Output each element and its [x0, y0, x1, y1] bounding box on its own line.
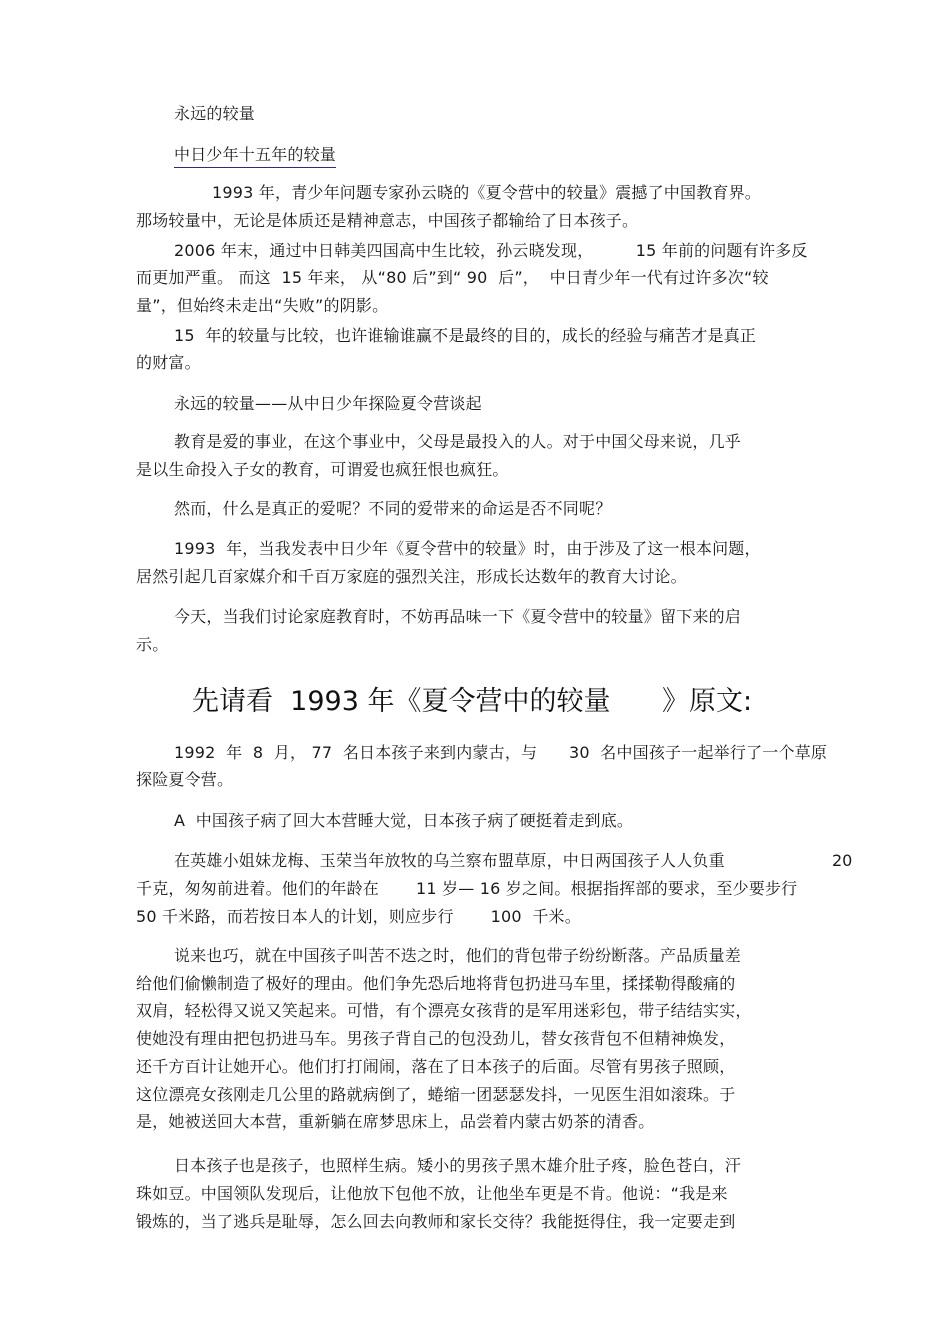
p12-line2: 珠如豆。中国领队发现后，让他放下包他不放，让他坐车更是不肯。他说：“我是来 [136, 1184, 728, 1203]
p11-line2: 给他们偷懒制造了极好的理由。他们争先恐后地将背包扔进马车里，揉揉勒得酸痛的 [136, 974, 736, 993]
p7-line2: 示。 [136, 635, 169, 654]
p5-line1: 然而，什么是真正的爱呢？不同的爱带来的命运是否不同呢？ [174, 499, 612, 518]
p12-line3: 锻炼的，当了逃兵是耻辱，怎么回去向教师和家长交待？我能挺得住，我一定要走到 [136, 1212, 736, 1231]
p11-line3: 双肩，轻松得又说又笑起来。可惜，有个漂亮女孩背的是军用迷彩包，带子结结实实， [136, 1001, 752, 1020]
p2-line3: 量”，但始终未走出“失败”的阴影。 [136, 296, 389, 315]
p4-line2: 是以生命投入子女的教育，可谓爱也疯狂恨也疯狂。 [136, 460, 509, 479]
p10-line3: 50 千米路，而若按日本人的计划，则应步行 100 千米。 [136, 907, 581, 926]
p6-line2: 居然引起几百家媒介和千百万家庭的强烈关注，形成长达数年的教育大讨论。 [136, 567, 687, 586]
p1-line2: 那场较量中，无论是体质还是精神意志，中国孩子都输给了日本孩子。 [136, 211, 639, 230]
p7-line1: 今天，当我们讨论家庭教育时，不妨再品味一下《夏令营中的较量》留下来的启 [174, 607, 742, 626]
subtitle-text[interactable]: 中日少年十五年的较量 [174, 145, 336, 168]
p11-line7: 是，她被送回大本营，重新躺在席梦思床上，品尝着内蒙古奶茶的清香。 [136, 1112, 655, 1131]
p10-line2: 千克，匆匆前进着。他们的年龄在 11 岁— 16 岁之间。根据指挥部的要求，至少要步行 [136, 879, 798, 898]
p6-line1: 1993 年，当我发表中日少年《夏令营中的较量》时，由于涉及了这一根本问题， [174, 539, 761, 558]
p8-line1: 1992 年 8 月， 77 名日本孩子来到内蒙古，与 30 名中国孩子一起举行了一个草原 [174, 743, 828, 762]
p9-line1: A 中国孩子病了回大本营睡大觉，日本孩子病了硬挺着走到底。 [174, 811, 634, 830]
p11-line6: 这位漂亮女孩刚走几公里的路就病倒了，蜷缩一团瑟瑟发抖，一见医生泪如滚珠。于 [136, 1085, 736, 1104]
p10-line1: 在英雄小姐妹龙梅、玉荣当年放牧的乌兰察布盟草原，中日两国孩子人人负重 [174, 851, 725, 870]
p10-number: 20 [832, 851, 853, 870]
doc-title: 永远的较量 [174, 104, 256, 123]
doc-subtitle-link[interactable] [174, 145, 336, 165]
p12-line1: 日本孩子也是孩子，也照样生病。矮小的男孩子黑木雄介肚子疼，脸色苍白，汗 [174, 1156, 742, 1175]
quote-heading: 先请看 1993 年《夏令营中的较量 》原文: [192, 686, 753, 717]
section-title: 永远的较量——从中日少年探险夏令营谈起 [174, 394, 482, 413]
p2-line1: 2006 年末，通过中日韩美四国高中生比较，孙云晓发现， 15 年前的问题有许多反 [174, 241, 808, 260]
p11-line1: 说来也巧，就在中国孩子叫苦不迭之时，他们的背包带子纷纷断落。产品质量差 [174, 946, 742, 965]
p3-line1: 15 年的较量与比较，也许谁输谁赢不是最终的目的，成长的经验与痛苦才是真正 [174, 326, 757, 345]
p11-line5: 还千方百计让她开心。他们打打闹闹，落在了日本孩子的后面。尽管有男孩子照顾， [136, 1057, 736, 1076]
p4-line1: 教育是爱的事业，在这个事业中，父母是最投入的人。对于中国父母来说，几乎 [174, 432, 742, 451]
p3-line2: 的财富。 [136, 353, 201, 372]
p11-line4: 使她没有理由把包扔进马车。男孩子背自己的包没劲儿，替女孩背包不但精神焕发， [136, 1029, 736, 1048]
p2-line2: 而更加严重。 而这 15 年来， 从“80 后”到“ 90 后”， 中日青少年一代有过许多次“较 [136, 268, 769, 287]
p1-line1: 1993 年，青少年问题专家孙云晓的《夏令营中的较量》震撼了中国教育界。 [212, 183, 762, 202]
p8-line2: 探险夏令营。 [136, 770, 234, 789]
